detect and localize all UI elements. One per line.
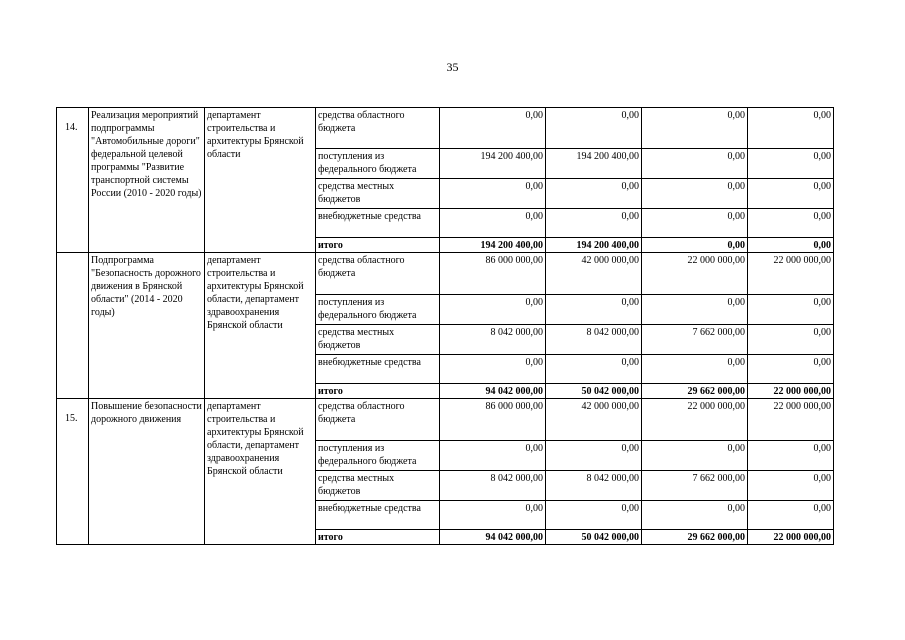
amount-cell: 22 000 000,00 xyxy=(748,399,834,441)
amount-cell: 0,00 xyxy=(748,325,834,355)
amount-cell: 0,00 xyxy=(642,209,748,238)
amount-cell: 0,00 xyxy=(642,149,748,179)
funding-source: внебюджетные средства xyxy=(316,209,440,238)
total-amount: 50 042 000,00 xyxy=(546,384,642,399)
amount-cell: 0,00 xyxy=(748,355,834,384)
table-row xyxy=(57,108,834,149)
amount-cell: 42 000 000,00 xyxy=(546,399,642,441)
total-label: итого xyxy=(316,238,440,253)
program-name: Подпрограмма "Безопасность дорожного движения в Брянской области" (2014 - 2020 годы) xyxy=(91,255,201,318)
amount-cell: 0,00 xyxy=(546,179,642,209)
amount-cell: 0,00 xyxy=(642,108,748,149)
funding-source: внебюджетные средства xyxy=(316,355,440,384)
total-amount: 94 042 000,00 xyxy=(440,530,546,545)
amount-cell: 22 000 000,00 xyxy=(642,253,748,295)
total-amount: 50 042 000,00 xyxy=(546,530,642,545)
funding-source: средства местных бюджетов xyxy=(316,471,440,501)
amount-cell: 0,00 xyxy=(748,295,834,325)
program-name-cell xyxy=(89,253,205,399)
amount-cell: 0,00 xyxy=(642,179,748,209)
amount-cell: 0,00 xyxy=(748,441,834,471)
funding-source: средства областного бюджета xyxy=(316,253,440,295)
amount-cell: 0,00 xyxy=(440,295,546,325)
funding-source: поступления из федерального бюджета xyxy=(316,149,440,179)
amount-cell: 194 200 400,00 xyxy=(440,149,546,179)
amount-cell: 0,00 xyxy=(440,209,546,238)
total-amount: 29 662 000,00 xyxy=(642,530,748,545)
page-number: 35 xyxy=(446,60,459,74)
amount-cell: 0,00 xyxy=(748,471,834,501)
amount-cell: 0,00 xyxy=(748,108,834,149)
total-amount: 94 042 000,00 xyxy=(440,384,546,399)
funding-source: поступления из федерального бюджета xyxy=(316,441,440,471)
funding-source: средства местных бюджетов xyxy=(316,179,440,209)
funding-source: поступления из федерального бюджета xyxy=(316,295,440,325)
amount-cell: 194 200 400,00 xyxy=(546,149,642,179)
funding-source: внебюджетные средства xyxy=(316,501,440,530)
amount-cell: 0,00 xyxy=(748,179,834,209)
amount-cell: 8 042 000,00 xyxy=(546,471,642,501)
row-index: 14. xyxy=(65,122,78,133)
department-cell xyxy=(205,108,316,253)
amount-cell: 0,00 xyxy=(642,295,748,325)
total-amount: 0,00 xyxy=(642,238,748,253)
amount-cell: 8 042 000,00 xyxy=(546,325,642,355)
total-label: итого xyxy=(316,530,440,545)
department-name: департамент строительства и архитектуры Брянской области, департамент здравоохранения Брянской области xyxy=(207,401,304,477)
total-amount: 0,00 xyxy=(748,238,834,253)
amount-cell: 42 000 000,00 xyxy=(546,253,642,295)
amount-cell: 0,00 xyxy=(440,108,546,149)
program-name: Повышение безопасности дорожного движения xyxy=(91,401,202,425)
total-label: итого xyxy=(316,384,440,399)
amount-cell: 0,00 xyxy=(642,441,748,471)
amount-cell: 22 000 000,00 xyxy=(748,253,834,295)
amount-cell: 0,00 xyxy=(440,441,546,471)
total-amount: 22 000 000,00 xyxy=(748,530,834,545)
row-index-cell xyxy=(57,399,89,545)
amount-cell: 0,00 xyxy=(546,441,642,471)
program-name-cell xyxy=(89,108,205,253)
table-row xyxy=(57,253,834,295)
amount-cell: 0,00 xyxy=(748,209,834,238)
amount-cell: 0,00 xyxy=(642,355,748,384)
row-index-cell xyxy=(57,108,89,253)
amount-cell: 0,00 xyxy=(546,108,642,149)
table-row xyxy=(57,399,834,441)
amount-cell: 0,00 xyxy=(440,355,546,384)
department-name: департамент строительства и архитектуры Брянской области, департамент здравоохранения Брянской области xyxy=(207,255,304,331)
budget-table xyxy=(56,107,834,545)
amount-cell: 22 000 000,00 xyxy=(642,399,748,441)
row-index: 15. xyxy=(65,413,78,424)
amount-cell: 0,00 xyxy=(546,501,642,530)
funding-source: средства областного бюджета xyxy=(316,399,440,441)
amount-cell: 0,00 xyxy=(748,501,834,530)
amount-cell: 0,00 xyxy=(546,209,642,238)
program-name: Реализация мероприятий подпрограммы "Автомобильные дороги" федеральной целевой программы "Развитие транспортной системы России (2010 - 2020 годы) xyxy=(91,110,202,199)
total-amount: 194 200 400,00 xyxy=(440,238,546,253)
total-amount: 194 200 400,00 xyxy=(546,238,642,253)
funding-source: средства местных бюджетов xyxy=(316,325,440,355)
total-amount: 29 662 000,00 xyxy=(642,384,748,399)
program-name-cell xyxy=(89,399,205,545)
department-cell xyxy=(205,253,316,399)
amount-cell: 0,00 xyxy=(546,295,642,325)
amount-cell: 0,00 xyxy=(440,501,546,530)
amount-cell: 0,00 xyxy=(642,501,748,530)
amount-cell: 7 662 000,00 xyxy=(642,325,748,355)
amount-cell: 8 042 000,00 xyxy=(440,471,546,501)
department-cell xyxy=(205,399,316,545)
amount-cell: 7 662 000,00 xyxy=(642,471,748,501)
amount-cell: 86 000 000,00 xyxy=(440,399,546,441)
row-index-cell xyxy=(57,253,89,399)
funding-source: средства областного бюджета xyxy=(316,108,440,149)
amount-cell: 0,00 xyxy=(440,179,546,209)
total-amount: 22 000 000,00 xyxy=(748,384,834,399)
amount-cell: 8 042 000,00 xyxy=(440,325,546,355)
amount-cell: 86 000 000,00 xyxy=(440,253,546,295)
department-name: департамент строительства и архитектуры Брянской области xyxy=(207,110,304,160)
amount-cell: 0,00 xyxy=(546,355,642,384)
amount-cell: 0,00 xyxy=(748,149,834,179)
